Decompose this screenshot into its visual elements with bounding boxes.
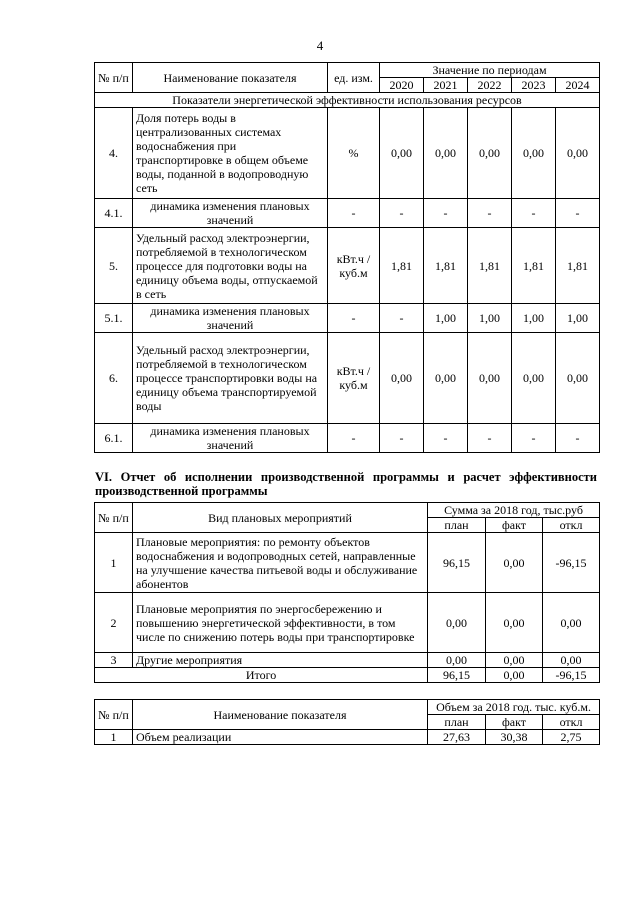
header-sum: Сумма за 2018 год, тыс.руб xyxy=(428,503,600,518)
table-row xyxy=(95,108,600,199)
header-fact: факт xyxy=(486,518,543,533)
row-value: - xyxy=(512,199,556,228)
row-num: 6.1. xyxy=(95,424,133,453)
header-fact: факт xyxy=(486,715,543,730)
header-name: Наименование показателя xyxy=(133,700,428,730)
row-fact: 30,38 xyxy=(486,730,543,745)
row-unit: кВт.ч / куб.м xyxy=(328,333,380,424)
row-plan: 27,63 xyxy=(428,730,486,745)
row-value: 0,00 xyxy=(468,333,512,424)
row-dev: 0,00 xyxy=(543,653,600,668)
total-fact: 0,00 xyxy=(486,668,543,683)
row-value: 1,81 xyxy=(424,228,468,304)
row-value: 0,00 xyxy=(468,108,512,199)
table-row xyxy=(95,199,600,228)
row-value: 0,00 xyxy=(512,108,556,199)
header-dev: откл xyxy=(543,518,600,533)
program-execution-table xyxy=(94,502,600,683)
header-plan: план xyxy=(428,715,486,730)
row-unit: % xyxy=(328,108,380,199)
row-value: - xyxy=(556,424,600,453)
header-num: № п/п xyxy=(95,503,133,533)
row-value: 0,00 xyxy=(380,333,424,424)
row-name: Плановые мероприятия по энергосбережению и повышению энергетической эффективности, в том числе по снижению потерь воды при транспортировке xyxy=(133,593,428,653)
row-value: 0,00 xyxy=(556,108,600,199)
header-year: 2024 xyxy=(556,78,600,93)
group-title: Показатели энергетической эффективности использования ресурсов xyxy=(95,93,600,108)
row-num: 5.1. xyxy=(95,304,133,333)
row-name: динамика изменения плановых значений xyxy=(133,304,328,333)
header-year: 2021 xyxy=(424,78,468,93)
row-name: Объем реализации xyxy=(133,730,428,745)
row-value: 0,00 xyxy=(424,108,468,199)
row-value: - xyxy=(468,199,512,228)
row-name: Удельный расход электроэнергии, потребляемой в технологическом процессе транспортировки воды на единицу объема транспортируемой воды xyxy=(133,333,328,424)
row-name: динамика изменения плановых значений xyxy=(133,424,328,453)
header-year: 2022 xyxy=(468,78,512,93)
row-num: 1 xyxy=(95,533,133,593)
row-dev: 0,00 xyxy=(543,593,600,653)
row-value: 1,00 xyxy=(468,304,512,333)
row-value: 1,00 xyxy=(512,304,556,333)
row-value: 1,00 xyxy=(424,304,468,333)
row-value: 0,00 xyxy=(380,108,424,199)
row-value: 0,00 xyxy=(512,333,556,424)
row-fact: 0,00 xyxy=(486,533,543,593)
header-volume: Объем за 2018 год. тыс. куб.м. xyxy=(428,700,600,715)
sales-volume-table xyxy=(94,699,600,745)
header-name: Вид плановых мероприятий xyxy=(133,503,428,533)
energy-efficiency-table xyxy=(94,62,600,453)
row-plan: 96,15 xyxy=(428,533,486,593)
section-title xyxy=(95,470,597,498)
table-row xyxy=(95,228,600,304)
table-row xyxy=(95,304,600,333)
row-num: 5. xyxy=(95,228,133,304)
row-value: - xyxy=(556,199,600,228)
row-name: Доля потерь воды в централизованных системах водоснабжения при транспортировке в общем объеме воды, поданной в водопроводную сеть xyxy=(133,108,328,199)
header-year: 2023 xyxy=(512,78,556,93)
row-unit: - xyxy=(328,199,380,228)
page-number: 4 xyxy=(316,38,324,53)
table-row xyxy=(95,653,600,668)
total-plan: 96,15 xyxy=(428,668,486,683)
row-num: 2 xyxy=(95,593,133,653)
row-unit: - xyxy=(328,304,380,333)
table-row xyxy=(95,424,600,453)
row-name: динамика изменения плановых значений xyxy=(133,199,328,228)
row-plan: 0,00 xyxy=(428,593,486,653)
header-plan: план xyxy=(428,518,486,533)
total-label: Итого xyxy=(95,668,428,683)
row-value: - xyxy=(424,424,468,453)
row-value: - xyxy=(468,424,512,453)
table-row xyxy=(95,593,600,653)
row-value: - xyxy=(380,424,424,453)
table-row xyxy=(95,333,600,424)
row-value: - xyxy=(380,199,424,228)
header-periods: Значение по периодам xyxy=(380,63,600,78)
row-fact: 0,00 xyxy=(486,653,543,668)
row-name: Другие мероприятия xyxy=(133,653,428,668)
row-value: 1,81 xyxy=(380,228,424,304)
table-row xyxy=(95,730,600,745)
row-dev: -96,15 xyxy=(543,533,600,593)
row-num: 1 xyxy=(95,730,133,745)
total-dev: -96,15 xyxy=(543,668,600,683)
row-name: Удельный расход электроэнергии, потребляемой в технологическом процессе для подготовки воды на единицу объема воды, отпускаемой в сеть xyxy=(133,228,328,304)
section-title-line1: VI. Отчет об исполнении производственной программы и расчет эффективности xyxy=(95,470,597,484)
row-fact: 0,00 xyxy=(486,593,543,653)
row-value: 1,81 xyxy=(468,228,512,304)
row-value: 0,00 xyxy=(556,333,600,424)
section-title-line2: производственной программы xyxy=(95,484,268,498)
row-value: 1,81 xyxy=(556,228,600,304)
row-num: 3 xyxy=(95,653,133,668)
header-dev: откл xyxy=(543,715,600,730)
row-value: 1,00 xyxy=(556,304,600,333)
row-name: Плановые мероприятия: по ремонту объектов водоснабжения и водопроводных сетей, направленные на улучшение качества питьевой воды и обслуживание абонентов xyxy=(133,533,428,593)
row-plan: 0,00 xyxy=(428,653,486,668)
row-num: 6. xyxy=(95,333,133,424)
table-row xyxy=(95,533,600,593)
row-num: 4.1. xyxy=(95,199,133,228)
header-unit: ед. изм. xyxy=(328,63,380,93)
row-unit: - xyxy=(328,424,380,453)
row-value: 0,00 xyxy=(424,333,468,424)
total-row xyxy=(95,668,600,683)
row-value: 1,81 xyxy=(512,228,556,304)
header-name: Наименование показателя xyxy=(133,63,328,93)
header-year: 2020 xyxy=(380,78,424,93)
row-num: 4. xyxy=(95,108,133,199)
row-value: - xyxy=(380,304,424,333)
header-num: № п/п xyxy=(95,700,133,730)
row-dev: 2,75 xyxy=(543,730,600,745)
row-value: - xyxy=(512,424,556,453)
row-unit: кВт.ч / куб.м xyxy=(328,228,380,304)
header-num: № п/п xyxy=(95,63,133,93)
row-value: - xyxy=(424,199,468,228)
